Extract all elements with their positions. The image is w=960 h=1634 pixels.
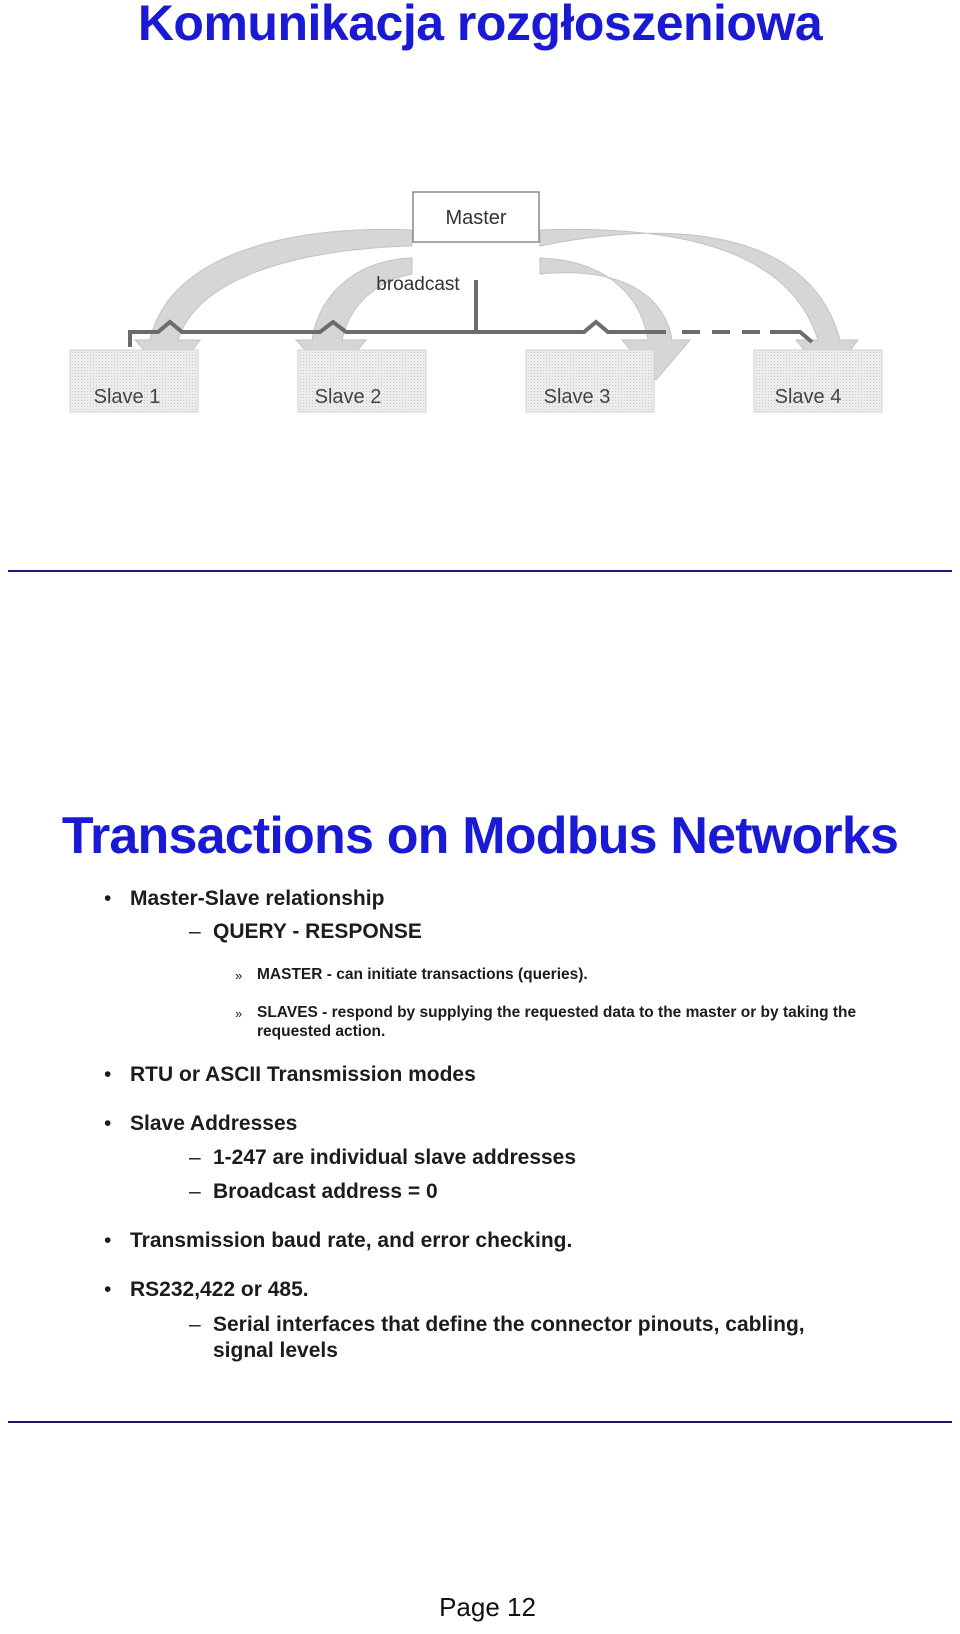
slave-node-2 <box>298 350 426 412</box>
list-item <box>189 1180 438 1204</box>
broadcast-diagram <box>0 190 960 430</box>
slide1-bottom-rule <box>8 570 952 572</box>
list-item <box>189 1312 853 1364</box>
list-item <box>104 1229 573 1253</box>
broadcast-arrows <box>135 229 858 380</box>
chevron-mark: » <box>235 968 243 983</box>
list-item <box>104 1112 298 1136</box>
bullet-text: RTU or ASCII Transmission modes <box>130 1063 476 1086</box>
dash-mark: – <box>189 920 201 943</box>
list-item <box>189 920 422 944</box>
bullet-text: QUERY - RESPONSE <box>213 920 422 943</box>
bullet-text: SLAVES - respond by supplying the requested data to the master or by taking the requested action. <box>257 1004 857 1040</box>
bullet-text: Transmission baud rate, and error checking. <box>130 1229 573 1252</box>
page-number: Page 12 <box>439 1592 536 1622</box>
slave-label: Slave 2 <box>314 386 382 408</box>
slide1-title: Komunikacja rozgłoszeniowa <box>137 0 823 51</box>
slide2-title: Transactions on Modbus Networks <box>61 807 899 865</box>
dash-mark: – <box>189 1146 201 1169</box>
broadcast-label: broadcast <box>376 274 460 295</box>
slave-label: Slave 1 <box>93 386 161 408</box>
bullet-text: Broadcast address = 0 <box>213 1180 438 1203</box>
bullet-text: Slave Addresses <box>130 1112 298 1135</box>
list-item <box>189 1146 577 1170</box>
slave-node-4 <box>754 350 882 412</box>
dash-mark: – <box>189 1180 201 1203</box>
bullet-mark: • <box>104 887 112 910</box>
list-item <box>235 965 897 984</box>
bullet-text: Master-Slave relationship <box>130 887 385 910</box>
slave-node-1 <box>70 350 198 412</box>
bullet-text: RS232,422 or 485. <box>130 1278 309 1301</box>
master-node <box>413 192 539 242</box>
slave-label: Slave 3 <box>543 386 611 408</box>
bullet-text: 1-247 are individual slave addresses <box>213 1146 577 1169</box>
list-item <box>104 1063 476 1087</box>
bullet-text: MASTER - can initiate transactions (queries). <box>257 966 588 983</box>
list-item <box>104 1278 309 1302</box>
list-item <box>235 1003 897 1041</box>
bullet-mark: • <box>104 1063 112 1086</box>
network-bus <box>130 280 812 347</box>
dash-mark: – <box>189 1313 201 1336</box>
list-item <box>104 887 385 911</box>
chevron-mark: » <box>235 1006 243 1021</box>
slave-node-3 <box>526 350 654 412</box>
bullet-mark: • <box>104 1278 112 1301</box>
slave-label: Slave 4 <box>774 386 842 408</box>
master-label: Master <box>445 207 507 229</box>
slide2-bottom-rule <box>8 1421 952 1423</box>
bullet-mark: • <box>104 1112 112 1135</box>
bullet-mark: • <box>104 1229 112 1252</box>
bullet-text: Serial interfaces that define the connector pinouts, cabling, signal levels <box>213 1313 805 1362</box>
